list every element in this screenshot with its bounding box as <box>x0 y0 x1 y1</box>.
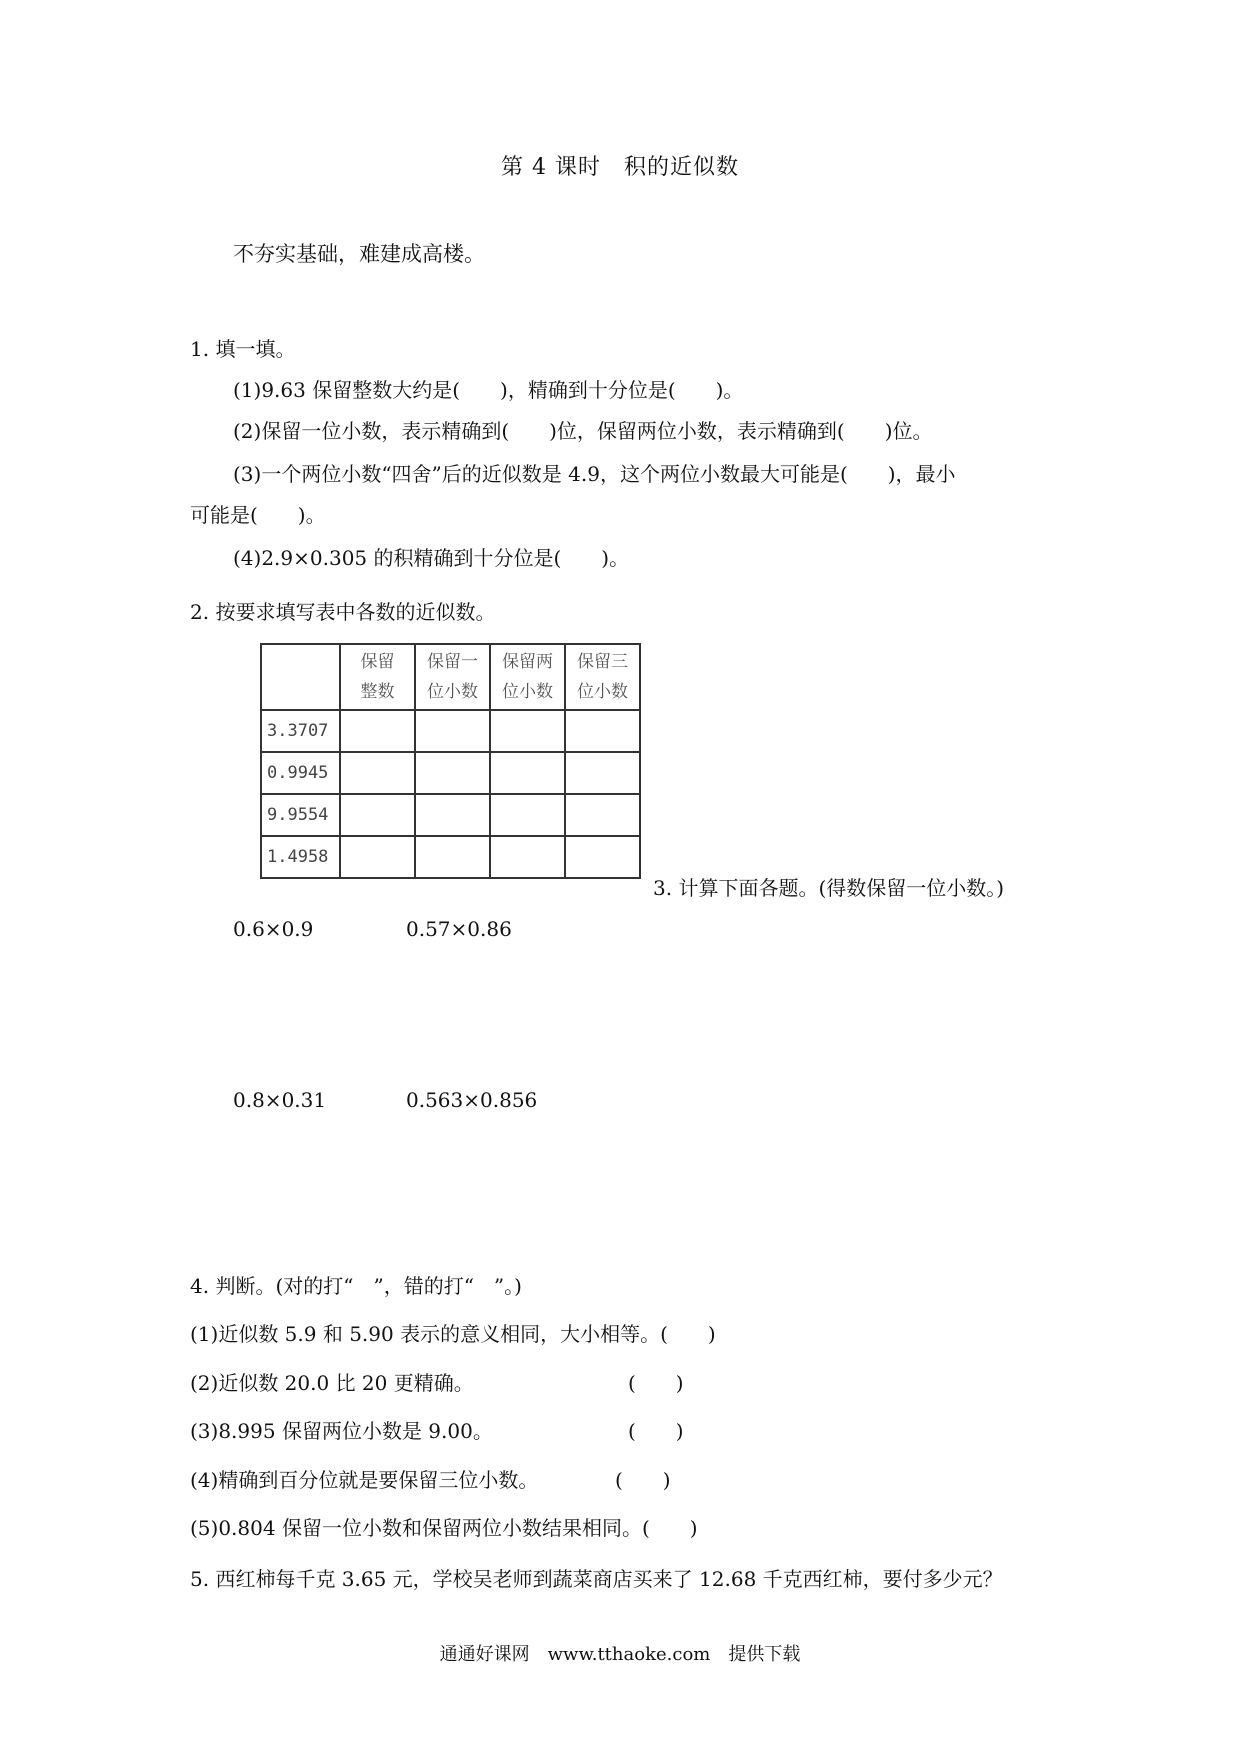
q3-expr-1: 0.6×0.9 <box>233 917 314 941</box>
q3-heading: 3. 计算下面各题。(得数保留一位小数。) <box>653 876 1005 900</box>
answer-cell[interactable] <box>565 752 640 794</box>
row-number-cell: 3.3707 <box>261 710 340 752</box>
q4-heading: 4. 判断。(对的打“ ”，错的打“ ”。) <box>190 1274 522 1298</box>
table-header-cell <box>565 644 640 710</box>
q4-bracket-4[interactable]: ( ) <box>615 1468 671 1492</box>
q4-item-2: (2)近似数 20.0 比 20 更精确。 <box>190 1371 474 1395</box>
answer-cell[interactable] <box>565 710 640 752</box>
q1-item-4: (4)2.9×0.305 的积精确到十分位是( )。 <box>233 546 630 570</box>
answer-cell[interactable] <box>415 752 490 794</box>
answer-cell[interactable] <box>340 752 415 794</box>
header-line: 位小数 <box>427 682 478 702</box>
q4-bracket-2[interactable]: ( ) <box>628 1371 684 1395</box>
approximation-table <box>260 643 641 879</box>
answer-cell[interactable] <box>415 710 490 752</box>
row-number-cell: 1.4958 <box>261 836 340 878</box>
header-line: 位小数 <box>502 682 553 702</box>
header-line: 整数 <box>360 682 395 702</box>
q4-bracket-3[interactable]: ( ) <box>628 1419 684 1443</box>
table-row <box>261 710 640 752</box>
q1-item-1: (1)9.63 保留整数大约是( )，精确到十分位是( )。 <box>233 378 744 402</box>
table-header-cell <box>340 644 415 710</box>
table-row <box>261 836 640 878</box>
header-line: 位小数 <box>577 682 628 702</box>
row-number-cell: 0.9945 <box>261 752 340 794</box>
table-header-cell <box>415 644 490 710</box>
answer-cell[interactable] <box>565 794 640 836</box>
answer-cell[interactable] <box>340 710 415 752</box>
q1-heading: 1. 填一填。 <box>190 337 296 361</box>
q5-text: 5. 西红柿每千克 3.65 元，学校吴老师到蔬菜商店买来了 12.68 千克西红柿，要付多少元？ <box>190 1567 1003 1591</box>
header-line: 保留两 <box>502 652 553 672</box>
answer-cell[interactable] <box>490 752 565 794</box>
motto: 不夯实基础，难建成高楼。 <box>233 242 485 266</box>
q3-expr-4: 0.563×0.856 <box>406 1088 538 1112</box>
q1-item-3-cont: 可能是( )。 <box>190 503 326 527</box>
answer-cell[interactable] <box>415 794 490 836</box>
answer-cell[interactable] <box>565 836 640 878</box>
q4-item-3: (3)8.995 保留两位小数是 9.00。 <box>190 1419 493 1443</box>
table-header-row <box>261 644 640 710</box>
header-line: 保留三 <box>577 652 628 672</box>
answer-cell[interactable] <box>490 836 565 878</box>
row-number-cell: 9.9554 <box>261 794 340 836</box>
header-line: 保留 <box>360 652 395 672</box>
q3-expr-2: 0.57×0.86 <box>406 917 512 941</box>
table-header-cell <box>490 644 565 710</box>
answer-cell[interactable] <box>490 794 565 836</box>
page-title: 第 4 课时 积的近似数 <box>501 155 739 180</box>
q2-heading: 2. 按要求填写表中各数的近似数。 <box>190 600 496 624</box>
answer-cell[interactable] <box>340 794 415 836</box>
q1-item-2: (2)保留一位小数，表示精确到( )位，保留两位小数，表示精确到( )位。 <box>233 419 933 443</box>
table-row <box>261 752 640 794</box>
q4-item-5: (5)0.804 保留一位小数和保留两位小数结果相同。( ) <box>190 1516 698 1540</box>
q3-expr-3: 0.8×0.31 <box>233 1088 327 1112</box>
table-row <box>261 794 640 836</box>
footer: 通通好课网 www.tthaoke.com 提供下载 <box>439 1644 801 1665</box>
answer-cell[interactable] <box>415 836 490 878</box>
answer-cell[interactable] <box>490 710 565 752</box>
answer-cell[interactable] <box>340 836 415 878</box>
q1-item-3: (3)一个两位小数“四舍”后的近似数是 4.9，这个两位小数最大可能是( )，最小 <box>233 462 956 486</box>
header-line: 保留一 <box>427 652 478 672</box>
q4-item-1: (1)近似数 5.9 和 5.90 表示的意义相同，大小相等。( ) <box>190 1322 716 1346</box>
table-corner-cell <box>261 644 340 710</box>
q4-item-4: (4)精确到百分位就是要保留三位小数。 <box>190 1468 539 1492</box>
